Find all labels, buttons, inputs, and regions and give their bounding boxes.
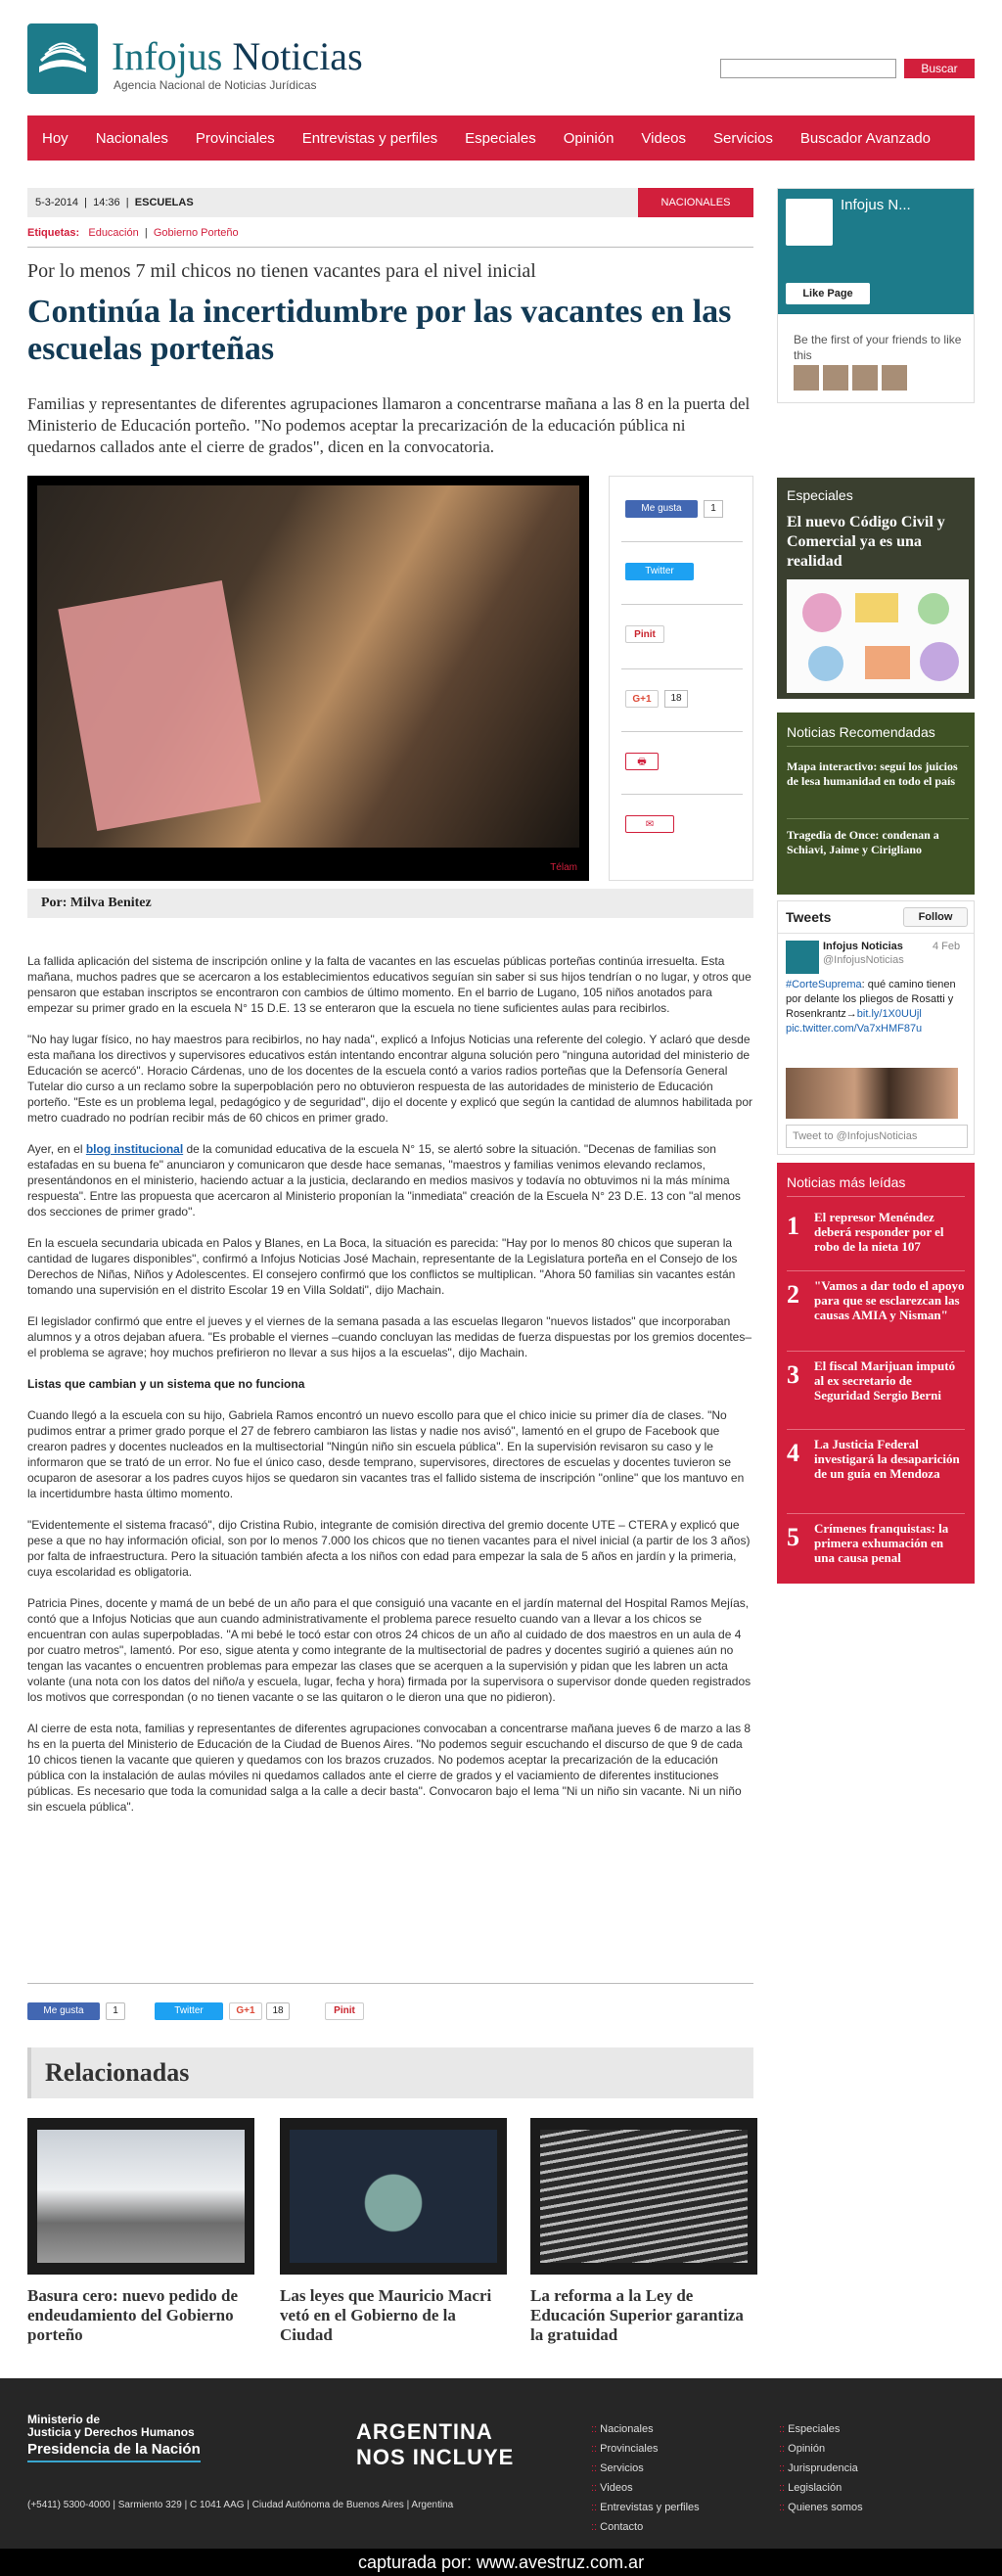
paragraph: "Evidentemente el sistema fracasó", dijo Cristina Rubio, integrante de comisión directiva del gremio docente UTE – CTERA y explicó que pese a que no hay información oficial, son por lo menos 7.000 los chicos que no tienen vacantes para el nivel inicial (a partir de los 3 años) por falta de infraestructura. Pero la situación también afecta a los niños con edad para empezar la sala de 5 años en jardín y la primeria, cuya escolaridad es obligatoria.: [27, 1518, 751, 1579]
logo-book-icon: [27, 23, 98, 94]
capture-credit: capturada por: www.avestruz.com.ar: [0, 2549, 1002, 2576]
paragraph: El legislador confirmó que entre el jueves y el viernes de la semana pasada a las escuelas llegaron "nuevos listados" que incorporaban alumnos y a otros dejaban afuera. "Es probable el viernes –cuando concluyan las medidas de fuerza dispuestas por los gremios docentes– el problema se agrave; hoy muchos prefirieron no llevar a sus hijos a la escuelas", dijo Machain.: [27, 1314, 752, 1359]
tweet-text: #CorteSuprema: qué camino tienen por delante los pliegos de Rosatti y Rosenkrantz→bit.ly/1X0UUjl pic.twitter.com/Va7xHMF87u: [786, 979, 956, 1035]
share-column: [609, 476, 753, 881]
hashtag-link[interactable]: #CorteSuprema: [786, 979, 862, 990]
nav-opinion[interactable]: Opinión: [563, 129, 615, 147]
most-read-item[interactable]: El represor Menéndez deberá responder por el robo de la nieta 107: [814, 1210, 944, 1254]
paragraph: En la escuela secundaria ubicada en Palos y Blanes, en La Boca, la situación es parecida: "Hay por lo menos 80 chicos que superan la cantidad de lugares disponibles", confirmó a Infojus Noticias José Machain, representante de la Legislatura porteña en el Consejo de los Derechos de Niñas, Niños y Adolescentes. El consejero confirmó que los conflictos se multiplican. "Ahora 50 familias sin vacantes están tomando una supervisión en el distrito Escolar 19 en Villa Soldati", dijo Machain.: [27, 1236, 738, 1297]
subheading: Listas que cambian y un sistema que no funciona: [27, 1377, 305, 1391]
divider: [621, 731, 743, 732]
paragraph: La fallida aplicación del sistema de inscripción online y la falta de vacantes en las escuelas públicas porteñas continúa irresuelta. Esta mañana, muchos padres que se acercaron a los establecimientos educativos seguían sin saber si sus hijos tendrían o no lugar, y otros que pensaron que estaban inscriptos se encontraron con cambios de último momento. En el barrio de Lugano, 105 niños anotados para empezar su primer grado en la escuela N° 15 D.E. 13 se enteraron que la escuela no tiene suficientes aulas para recibirlos.: [27, 954, 752, 1015]
especiales-box[interactable]: [777, 478, 975, 699]
divider: [621, 541, 743, 542]
nav-nacionales[interactable]: Nacionales: [95, 129, 168, 147]
recommended-item[interactable]: Mapa interactivo: seguí los juicios de lesa humanidad en todo el país: [787, 759, 958, 788]
paragraph: Patricia Pines, docente y mamá de un bebé de un año para el que consiguió una vacante en el jardín maternal del Hospital Ramos Mejías, contó que a Infojus Noticias que aun cuando administrativamente el problema parece resuelto cuando van a llevar a los chicos se encuentran con aulas superpobladas. "A mi bebé le tocó estar con otros 24 chicos de un año al cuidado de dos maestros en un aula de 4 por cuatro metros", lamentó. Por eso, sigue atenta y como integrante de la multisectorial de padres y docentes sugirió a quienes aún no tengan las vacantes o encuentren problemas para empezar las clases que se acerquen a la supervisión y pidan que les labren un acta volante (una nota con los datos del niño/a y escuela, lugar, fecha y hora) firmada por la supervisora o supervisor donde queden registrados los motivos que correspondan (o no tienen vacante o se las quitaron o le dieron una que no pidieron).: [27, 1596, 752, 1704]
divider: [787, 746, 969, 747]
twitter-share-button[interactable]: Twitter: [155, 2002, 223, 2020]
tweet-author[interactable]: Infojus Noticias: [823, 941, 903, 952]
tweet-to-input[interactable]: Tweet to @InfojusNoticias: [786, 1125, 968, 1148]
tweet-handle: @InfojusNoticias: [823, 954, 904, 966]
facebook-like-button[interactable]: Me gusta: [27, 2002, 100, 2020]
print-icon[interactable]: 🖶: [625, 753, 659, 770]
blog-link[interactable]: blog institucional: [85, 1142, 184, 1156]
recommended-box: [777, 713, 975, 895]
fb-friends-text: Be the first of your friends to like this: [794, 333, 962, 362]
avatar[interactable]: [882, 365, 907, 391]
footer-link[interactable]: :: Provinciales: [591, 2439, 700, 2459]
logo-title: Infojus Noticias: [112, 34, 363, 78]
paragraph: Cuando llegó a la escuela con su hijo, Gabriela Ramos encontró un nuevo escollo para que el chico inicie su primer día de clases. "No pudimos entrar a primer grado porque el 27 de febrero cambiaron las listas y nadie nos avisó", lamentó en el grupo de Facebook que crearon padres y docentes nucleados en la multisectorial "Ningún niño sin escuela pública". En la supervisión revisaron su caso y le informaron que se trató de un error. No fue el único caso, desde temprano, supervisores, directores de escuelas y docentes tuvieron se ocuparon de asesorar a los padres cuyos hijos se quedaron sin vacantes tras el fallido sistema de inscripción "online" que los mantuvo en la incertidumbre hasta último momento.: [27, 1408, 745, 1500]
facebook-cover[interactable]: [778, 189, 974, 314]
search-input[interactable]: [720, 59, 896, 78]
rank-number: 2: [787, 1280, 799, 1309]
bottom-share-bar: [27, 2002, 753, 2028]
paragraph: "No hay lugar físico, no hay maestros para recibirlos, no hay nada", explicó a Infojus Noticias una referente del colegio. Y aclaró que desde esta mañana los directivos y supervisores educativos están intentando encontrar alguna solución pero "ninguna autoridad del ministerio de Educación se acercó". Horacio Cárdenas, uno de los docentes de la escuela contó a varios radios porteñas que la Defensoría General Tutelar dio curso a un reclamo sobre la superpoblación pero no obtuvieron respuesta de las autoridades de ministerio de Educación porteño. "Este es un problema legal, pedagógico y de seguridad", dijo el docente y explicó que según la cantidad de alumnos habilitada por metro cuadrado no podrían recibir más de 60 chicos en primer grado.: [27, 1033, 753, 1125]
main-nav: [27, 115, 975, 161]
related-image[interactable]: [530, 2118, 757, 2275]
related-image[interactable]: [280, 2118, 507, 2275]
protest-sign-image: [58, 580, 260, 831]
tweet-link[interactable]: bit.ly/1X0UUjl: [856, 1008, 922, 1020]
paragraph: Ayer, en el blog institucional de la comunidad educativa de la escuela N° 15, se alertó sobre la situación. "Decenas de familias son estafadas en su buena fe" anunciaron y comunicaron que desde hace semanas, "maestros y familias venimos elevando reclamos, presentándonos en el ministerio, haciendo actuar a la justicia, declarando en medios masivos y todavía no obtuvimos ni la más mínima respuesta". Entre las propuesta que acercaron al Ministerio proponían la "inmediata" creación de la Escuela N° 23 D.E. 13 con "al menos dos secciones de primer grado".: [27, 1142, 741, 1219]
footer-links: [779, 2419, 863, 2517]
divider: [621, 794, 743, 795]
like-page-button[interactable]: Like Page: [786, 283, 870, 304]
recommended-item[interactable]: Tragedia de Once: condenan a Schiavi, Jaime y Cirigliano: [787, 828, 939, 856]
tweets-title: Tweets: [786, 909, 832, 925]
google-plus-button[interactable]: G+1: [229, 2002, 262, 2020]
especiales-headline[interactable]: El nuevo Código Civil y Comercial ya es una realidad: [787, 514, 945, 570]
tweet-photo[interactable]: [786, 1068, 958, 1119]
most-read-item[interactable]: El fiscal Marijuan imputó al ex secretario de Seguridad Sergio Berni: [814, 1358, 956, 1403]
nav-buscador-avanzado[interactable]: Buscador Avanzado: [799, 129, 932, 147]
google-plus-count: 18: [266, 2002, 290, 2020]
avatar[interactable]: [786, 941, 819, 974]
divider: [787, 1270, 965, 1271]
most-read-item[interactable]: La Justicia Federal investigará la desaparición de un guía en Mendoza: [814, 1437, 960, 1481]
tweet-pic-link[interactable]: pic.twitter.com/Va7xHMF87u: [786, 1023, 923, 1035]
divider: [621, 668, 743, 669]
related-title[interactable]: Las leyes que Mauricio Macri vetó en el Gobierno de la Ciudad: [280, 2286, 492, 2344]
facebook-page-widget: [777, 188, 975, 403]
avatar[interactable]: [823, 365, 848, 391]
divider: [787, 1429, 965, 1430]
article-headline: Continúa la incertidumbre por las vacantes en las escuelas porteñas: [27, 294, 732, 367]
argentina-logo: ARGENTINA NOS INCLUYE: [356, 2419, 515, 2469]
section-badge[interactable]: NACIONALES: [638, 188, 753, 217]
rank-number: 1: [787, 1212, 799, 1240]
article-body: [27, 953, 753, 1830]
footer-link[interactable]: :: Entrevistas y perfiles: [591, 2498, 700, 2517]
tag-link[interactable]: Educación: [88, 227, 139, 239]
tweets-widget: [777, 900, 975, 1155]
article-date: 5-3-2014: [35, 197, 79, 208]
facebook-like-count: 1: [704, 500, 723, 518]
related-image[interactable]: [27, 2118, 254, 2275]
pinterest-button[interactable]: Pinit: [325, 2002, 364, 2020]
article-author: Por: Milva Benitez: [27, 889, 753, 918]
google-plus-button[interactable]: G+1: [625, 690, 659, 708]
nav-servicios[interactable]: Servicios: [713, 129, 773, 147]
article-photo: [27, 476, 589, 881]
nav-hoy[interactable]: Hoy: [42, 129, 68, 147]
divider: [787, 1196, 965, 1197]
article-time: 14:36: [93, 197, 120, 208]
presidency-logo[interactable]: Presidencia de la Nación: [27, 2441, 201, 2462]
search-button[interactable]: Buscar: [904, 59, 975, 78]
site-footer: [0, 2378, 1002, 2549]
footer-link[interactable]: :: Legislación: [779, 2478, 863, 2498]
footer-link[interactable]: :: Servicios: [591, 2459, 700, 2478]
page-avatar: [786, 199, 833, 246]
footer-link[interactable]: :: Videos: [591, 2478, 700, 2498]
facebook-like-button[interactable]: Me gusta: [625, 500, 698, 518]
footer-link[interactable]: :: Quienes somos: [779, 2498, 863, 2517]
fb-page-name[interactable]: Infojus N...: [841, 197, 911, 213]
site-logo[interactable]: [27, 23, 399, 98]
photo-credit: Télam: [550, 862, 577, 873]
footer-link[interactable]: :: Especiales: [779, 2419, 863, 2439]
article-section: ESCUELAS: [134, 197, 194, 208]
most-read-item[interactable]: Crímenes franquistas: la primera exhumación en una causa penal: [814, 1521, 949, 1565]
google-plus-count: 18: [664, 690, 688, 708]
pinterest-button[interactable]: Pinit: [625, 625, 664, 643]
most-read-title: Noticias más leídas: [787, 1174, 906, 1190]
tags: Etiquetas: Educación | Gobierno Porteño: [27, 227, 239, 239]
related-heading: Relacionadas: [27, 2047, 753, 2098]
facebook-like-count: 1: [106, 2002, 125, 2020]
nav-videos[interactable]: Videos: [641, 129, 687, 147]
nav-provinciales[interactable]: Provinciales: [195, 129, 275, 147]
avatar[interactable]: [852, 365, 878, 391]
tag-link[interactable]: Gobierno Porteño: [153, 227, 239, 239]
article-lead: Familias y representantes de diferentes agrupaciones llamaron a concentrarse mañana a las 8 en la puerta del Ministerio de Educación porteño. "No podemos aceptar la precarización de la educación pública ni quedarnos callados ante el cierre de grados", dicen en la convocatoria.: [27, 394, 751, 456]
footer-link[interactable]: :: Nacionales: [591, 2419, 700, 2439]
footer-link[interactable]: :: Jurisprudencia: [779, 2459, 863, 2478]
most-read-box: [777, 1163, 975, 1584]
article-meta: 5-3-2014 | 14:36 | ESCUELAS: [27, 188, 753, 217]
rank-number: 3: [787, 1360, 799, 1389]
tweet-date[interactable]: 4 Feb: [933, 941, 961, 952]
divider: [27, 247, 753, 248]
twitter-share-button[interactable]: Twitter: [625, 563, 694, 580]
twitter-follow-button[interactable]: Follow: [903, 907, 968, 927]
rank-number: 5: [787, 1523, 799, 1551]
footer-links: [591, 2419, 700, 2537]
divider: [778, 933, 974, 934]
most-read-item[interactable]: "Vamos a dar todo el apoyo para que se esclarezcan las causas AMIA y Nisman": [814, 1278, 965, 1322]
avatar[interactable]: [794, 365, 819, 391]
footer-link[interactable]: :: Contacto: [591, 2517, 700, 2537]
nav-especiales[interactable]: Especiales: [465, 129, 536, 147]
photo-image: [37, 485, 579, 848]
article-kicker: Por lo menos 7 mil chicos no tienen vacantes para el nivel inicial: [27, 260, 536, 282]
divider: [787, 1351, 965, 1352]
logo-subtitle: Agencia Nacional de Noticias Jurídicas: [114, 78, 317, 92]
tags-label: Etiquetas:: [27, 227, 80, 239]
divider: [27, 1983, 753, 1984]
footer-link[interactable]: :: Opinión: [779, 2439, 863, 2459]
email-icon[interactable]: ✉: [625, 815, 674, 833]
divider: [787, 1513, 965, 1514]
especiales-title: Especiales: [787, 487, 853, 503]
especiales-image[interactable]: [787, 579, 969, 693]
divider: [621, 604, 743, 605]
rank-number: 4: [787, 1439, 799, 1467]
paragraph: Al cierre de esta nota, familias y representantes de diferentes agrupaciones convocaban a concentrarse mañana jueves 6 de marzo a las 8 hs en la puerta del Ministerio de Educación de la Ciudad de Buenos Aires. "No podemos seguir escuchando el discurso de que 9 de cada 10 chicos tienen la vacante que quieren y quedamos con los brazos cruzados. No podemos aceptar la precarización de la educación pública con la instalación de aulas móviles ni quedamos callados ante el cierre de grados y el vaciamiento de diferentes instituciones públicas. Es necesario que toda la comunidad salga a la calle a decir basta". Convocaron bajo el lema "Ni un niño sin vacante. Ni un niño sin escuela pública".: [27, 1722, 752, 1814]
related-title[interactable]: La reforma a la Ley de Educación Superior garantiza la gratuidad: [530, 2286, 744, 2344]
ministry-logo[interactable]: Ministerio de Justicia y Derechos Humanos: [27, 2413, 195, 2439]
recommended-title: Noticias Recomendadas: [787, 724, 935, 740]
related-title[interactable]: Basura cero: nuevo pedido de endeudamiento del Gobierno porteño: [27, 2286, 239, 2344]
divider: [787, 818, 969, 819]
footer-address: (+5411) 5300-4000 | Sarmiento 329 | C 1041 AAG | Ciudad Autónoma de Buenos Aires | Argentina: [27, 2500, 454, 2510]
nav-entrevistas[interactable]: Entrevistas y perfiles: [301, 129, 438, 147]
